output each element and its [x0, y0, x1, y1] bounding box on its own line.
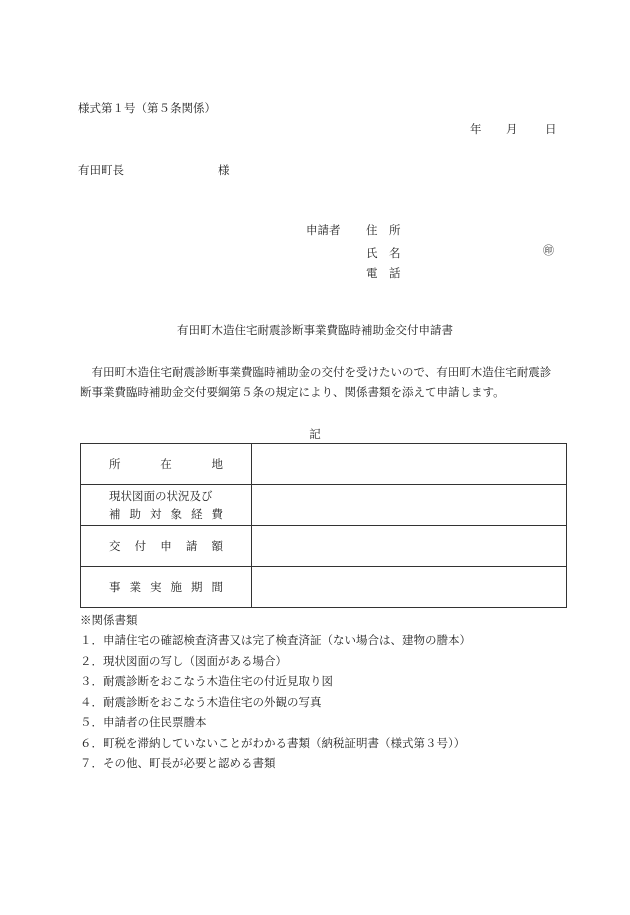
detail-table: [80, 443, 567, 608]
applicant-label: 申請者: [306, 223, 341, 237]
addressee: 有田町長: [78, 163, 124, 177]
row-label-period: [81, 567, 252, 608]
row-label-drawing: [81, 485, 252, 526]
body-text: 有田町木造住宅耐震診断事業費臨時補助金の交付を受けたいので、有田町木造住宅耐震診断事業費臨時補助金交付要綱第５条の規定により、関係書類を添えて申請します。: [80, 365, 552, 399]
list-item: ２．現状図面の写し（図面がある場合）: [80, 653, 287, 668]
applicant-name-label: 氏 名: [366, 246, 401, 260]
list-item: ７．その他、町長が必要と認める書類: [80, 756, 276, 770]
table-row: [81, 485, 567, 526]
table-row: [81, 526, 567, 567]
table-row: [81, 567, 567, 608]
list-item: ４．耐震診断をおこなう木造住宅の外観の写真: [80, 694, 322, 709]
row-label-drawing-line2: 補 助 対 象 経 費: [109, 507, 223, 521]
date-month: 月: [506, 122, 518, 136]
value-cell-drawing: [252, 485, 567, 526]
list-item: ６．町税を滞納していないことがわかる書類（納税証明書（様式第３号））: [80, 735, 466, 750]
related-docs-list: [80, 630, 471, 774]
list-item: ３．耐震診断をおこなう木造住宅の付近見取り図: [80, 674, 333, 688]
date-year: 年: [470, 122, 482, 136]
row-label-amount: [81, 526, 252, 567]
applicant-address-label: 住 所: [366, 223, 401, 237]
row-label-period-text: 事 業 実 施 期 間: [109, 580, 223, 594]
row-label-drawing-line1: 現状図面の状況及び: [109, 489, 213, 503]
row-label-location-text: 所 在 地: [109, 457, 223, 471]
list-item: １．申請住宅の確認検査済書又は完了検査済証（ない場合は、建物の謄本）: [80, 633, 471, 647]
value-cell-amount: [252, 526, 567, 567]
table-row: [81, 444, 567, 485]
date-day: 日: [545, 122, 557, 136]
honorific: 様: [218, 163, 230, 177]
applicant-phone-label: 電 話: [366, 266, 401, 280]
related-docs-heading: ※関係書類: [80, 613, 138, 627]
list-item: ５．申請者の住民票謄本: [80, 715, 207, 729]
value-cell-period: [252, 567, 567, 608]
value-cell-location: [252, 444, 567, 485]
form-number: 様式第１号（第５条関係）: [78, 101, 216, 115]
row-label-amount-text: 交 付 申 請 額: [109, 539, 223, 553]
row-label-location: [81, 444, 252, 485]
seal-mark: ㊞: [543, 244, 554, 257]
ki-heading: 記: [309, 427, 321, 441]
document-title: 有田町木造住宅耐震診断事業費臨時補助金交付申請書: [177, 323, 453, 337]
